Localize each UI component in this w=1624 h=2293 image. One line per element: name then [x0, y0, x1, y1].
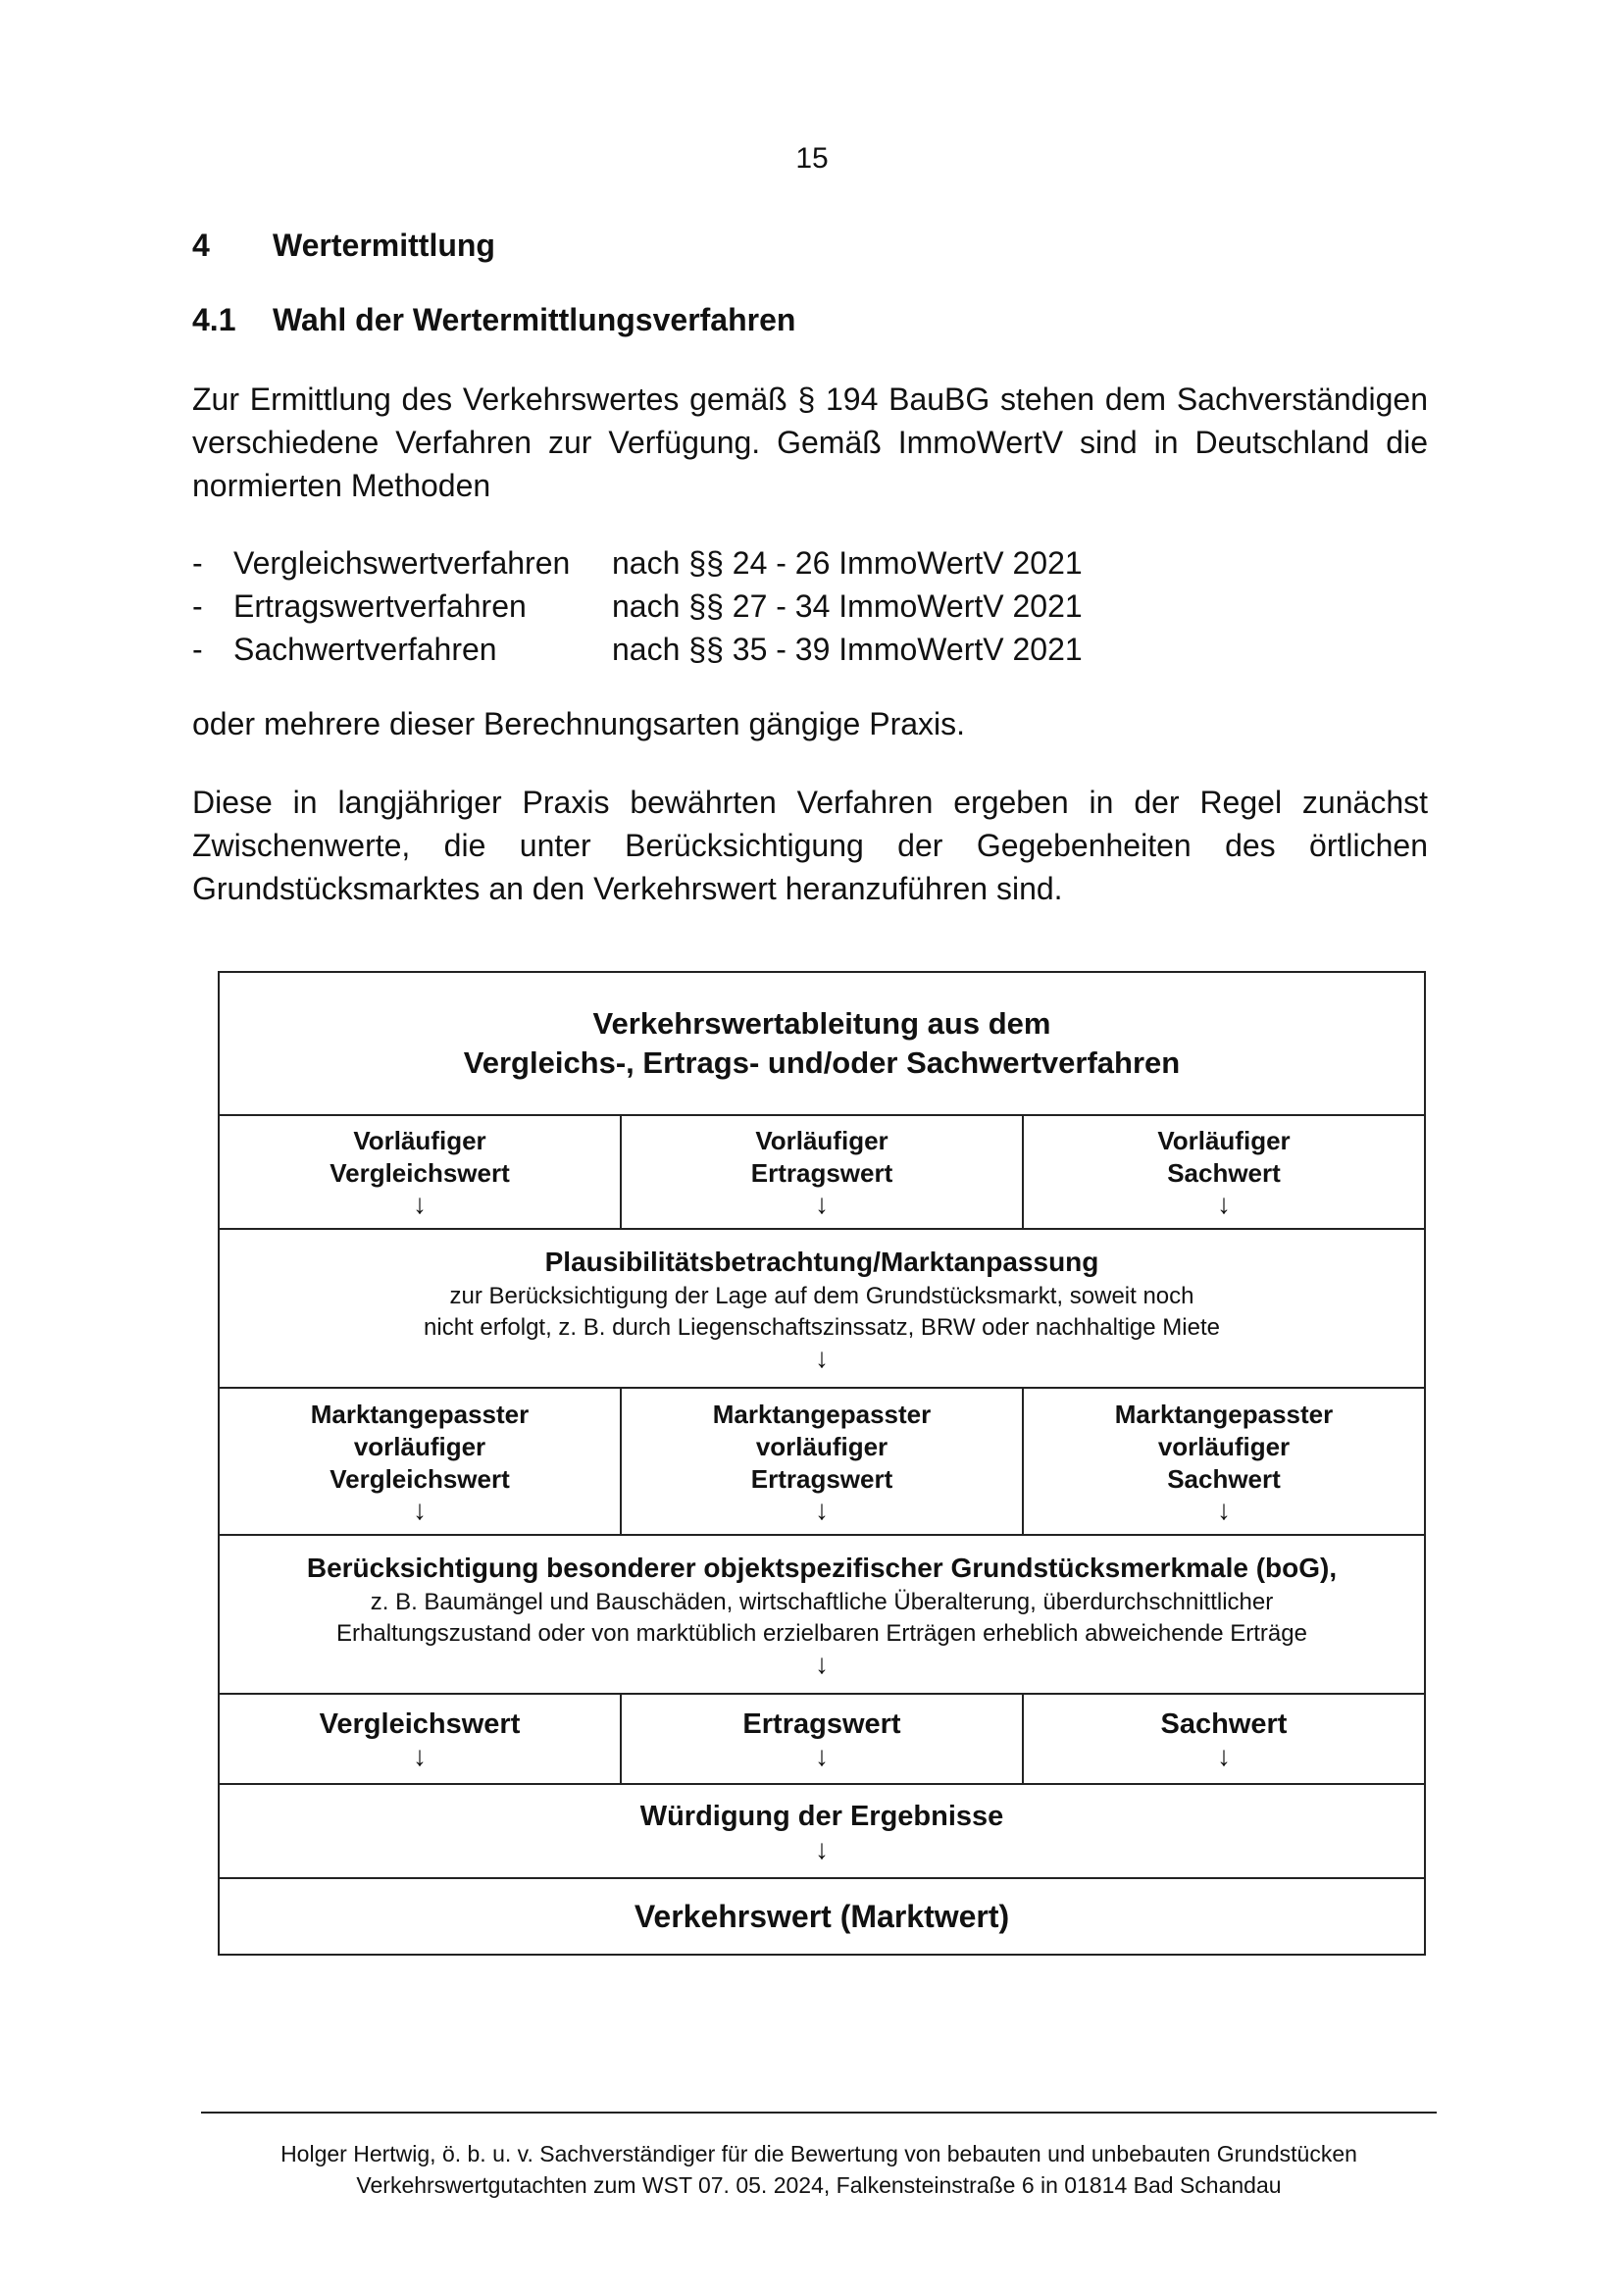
cell-text: Sachwert — [1167, 1463, 1281, 1494]
arrow-down-icon: ↓ — [815, 1343, 829, 1373]
list-item — [192, 585, 1083, 628]
result-box — [220, 1879, 1424, 1954]
footer-line: Verkehrswertgutachten zum WST 07. 05. 2024, Falkensteinstraße 6 in 01814 Bad Schandau — [356, 2172, 1282, 2198]
final-values-row — [220, 1695, 1424, 1785]
cell-text: vorläufiger — [755, 1431, 888, 1461]
list-item — [192, 628, 1083, 671]
section-title: Wertermittlung — [273, 228, 495, 263]
method-name: Vergleichswertverfahren — [233, 545, 571, 581]
bog-box — [220, 1536, 1424, 1695]
methods-list — [192, 541, 1083, 671]
subsection-heading — [192, 302, 795, 338]
plausibility-text: nicht erfolgt, z. B. durch Liegenschaftszinssatz, BRW oder nachhaltige Miete — [424, 1314, 1220, 1341]
asset-value — [1024, 1695, 1424, 1783]
section-number: 4 — [192, 228, 210, 263]
preliminary-comparison-value — [220, 1116, 622, 1228]
cell-text: Vorläufiger — [353, 1126, 486, 1155]
preliminary-income-value — [622, 1116, 1024, 1228]
second-paragraph: Diese in langjähriger Praxis bewährten Verfahren ergeben in der Regel zunächst Zwischenwerte, die unter Berücksichtigung der Gegebenheiten des örtlichen Grundstücksmarktes an den Verkehrswert heranzuführen sind. — [192, 785, 1428, 906]
method-reference: nach §§ 35 - 39 ImmoWertV 2021 — [612, 632, 1083, 667]
cell-text: vorläufiger — [353, 1431, 486, 1461]
appraisal-title: Würdigung der Ergebnisse — [639, 1801, 1004, 1832]
footer-divider — [201, 2112, 1437, 2114]
arrow-down-icon: ↓ — [1217, 1189, 1231, 1219]
arrow-down-icon: ↓ — [815, 1741, 829, 1771]
arrow-down-icon: ↓ — [815, 1649, 829, 1679]
flowchart-title — [220, 973, 1424, 1116]
list-item — [192, 541, 1083, 585]
cell-text: vorläufiger — [1157, 1431, 1291, 1461]
cell-text: Marktangepasster — [310, 1399, 530, 1429]
result-title: Verkehrswert (Marktwert) — [634, 1899, 1010, 1934]
plausibility-text: zur Berücksichtigung der Lage auf dem Grundstücksmarkt, soweit noch — [449, 1283, 1194, 1309]
footer — [196, 2138, 1442, 2201]
bog-title: Berücksichtigung besonderer objektspezifischer Grundstücksmerkmale (boG), — [306, 1553, 1338, 1583]
arrow-down-icon: ↓ — [815, 1834, 829, 1864]
arrow-down-icon: ↓ — [413, 1741, 427, 1771]
plausibility-box — [220, 1230, 1424, 1389]
cell-text: Sachwert — [1167, 1158, 1281, 1188]
list-bullet: - — [192, 545, 203, 581]
cell-text: Marktangepasster — [712, 1399, 932, 1429]
arrow-down-icon: ↓ — [1217, 1494, 1231, 1525]
adjusted-income-value — [622, 1389, 1024, 1534]
list-bullet: - — [192, 588, 203, 624]
cell-text: Sachwert — [1160, 1708, 1288, 1740]
arrow-down-icon: ↓ — [1217, 1741, 1231, 1771]
cell-text: Ertragswert — [742, 1708, 901, 1740]
arrow-down-icon: ↓ — [815, 1189, 829, 1219]
bog-text: z. B. Baumängel und Bauschäden, wirtschaftliche Überalterung, überdurchschnittlicher — [370, 1589, 1274, 1615]
adjusted-comparison-value — [220, 1389, 622, 1534]
cell-text: Ertragswert — [750, 1463, 893, 1494]
subsection-title: Wahl der Wertermittlungsverfahren — [273, 302, 796, 337]
preliminary-values-row — [220, 1116, 1424, 1230]
cell-text: Vergleichswert — [330, 1463, 510, 1494]
intro-paragraph: Zur Ermittlung des Verkehrswertes gemäß § 194 BauBG stehen dem Sachverständigen verschiedene Verfahren zur Verfügung. Gemäß ImmoWertV sind in Deutschland die normierten Methoden — [192, 382, 1428, 503]
arrow-down-icon: ↓ — [413, 1189, 427, 1219]
cell-text: Ertragswert — [750, 1158, 893, 1188]
section-heading — [192, 228, 495, 264]
cell-text: Vergleichswert — [319, 1708, 521, 1740]
cell-text: Vorläufiger — [755, 1126, 888, 1155]
after-methods-paragraph: oder mehrere dieser Berechnungsarten gängige Praxis. — [192, 706, 966, 741]
method-reference: nach §§ 24 - 26 ImmoWertV 2021 — [612, 545, 1083, 581]
subsection-number: 4.1 — [192, 302, 236, 337]
footer-line: Holger Hertwig, ö. b. u. v. Sachverständiger für die Bewertung von bebauten und unbebauten Grundstücken — [280, 2141, 1357, 2166]
cell-text: Vergleichswert — [330, 1158, 510, 1188]
flowchart-title-line: Vergleichs-, Ertrags- und/oder Sachwertverfahren — [463, 1045, 1181, 1080]
income-value — [622, 1695, 1024, 1783]
adjusted-asset-value — [1024, 1389, 1424, 1534]
arrow-down-icon: ↓ — [815, 1494, 829, 1525]
comparison-value — [220, 1695, 622, 1783]
appraisal-box — [220, 1785, 1424, 1879]
list-bullet: - — [192, 632, 203, 667]
page-number: 15 — [795, 142, 829, 175]
valuation-flowchart — [218, 971, 1426, 1956]
flowchart-title-line: Verkehrswertableitung aus dem — [592, 1006, 1051, 1041]
cell-text: Marktangepasster — [1114, 1399, 1334, 1429]
method-reference: nach §§ 27 - 34 ImmoWertV 2021 — [612, 588, 1083, 624]
preliminary-asset-value — [1024, 1116, 1424, 1228]
bog-text: Erhaltungszustand oder von marktüblich erzielbaren Erträgen erheblich abweichende Erträge — [336, 1620, 1307, 1647]
arrow-down-icon: ↓ — [413, 1494, 427, 1525]
adjusted-values-row — [220, 1389, 1424, 1536]
plausibility-title: Plausibilitätsbetrachtung/Marktanpassung — [544, 1247, 1099, 1277]
method-name: Ertragswertverfahren — [233, 588, 527, 624]
method-name: Sachwertverfahren — [233, 632, 497, 667]
cell-text: Vorläufiger — [1157, 1126, 1291, 1155]
